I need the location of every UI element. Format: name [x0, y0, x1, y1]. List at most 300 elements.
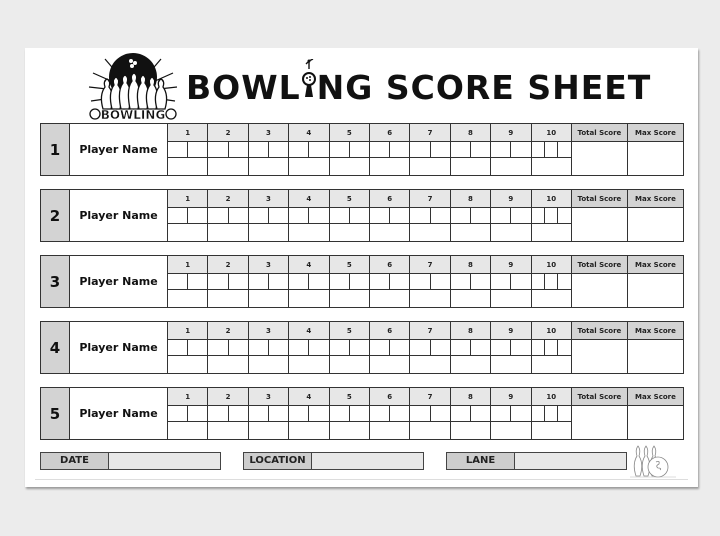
frame-5-balls[interactable] — [329, 142, 369, 158]
ball-1-box[interactable] — [289, 142, 308, 157]
ball-2-box[interactable] — [389, 274, 409, 289]
ball-2-box[interactable] — [308, 208, 328, 223]
frame-header-4: 4 — [289, 256, 329, 274]
frame-7-score[interactable] — [410, 224, 450, 242]
frame-4-balls[interactable] — [289, 274, 329, 290]
frame-8-balls[interactable] — [450, 142, 490, 158]
frame-2-balls[interactable] — [208, 274, 248, 290]
ball-2-box[interactable] — [470, 208, 490, 223]
frame-9-balls[interactable] — [491, 208, 531, 224]
ball-3-box[interactable] — [557, 274, 570, 289]
total-score-cell[interactable] — [571, 340, 627, 374]
frame-header-3: 3 — [248, 256, 288, 274]
ball-1-box[interactable] — [330, 406, 349, 421]
ball-2-box[interactable] — [308, 406, 328, 421]
ball-2-box[interactable] — [187, 142, 207, 157]
ball-1-box[interactable] — [168, 406, 187, 421]
ball-1-box[interactable] — [249, 208, 268, 223]
frame-8-score[interactable] — [450, 224, 490, 242]
frame-header-1: 1 — [168, 322, 208, 340]
frame-2-balls[interactable] — [208, 406, 248, 422]
pins-and-ball-icon — [630, 440, 678, 478]
frame-4-score[interactable] — [289, 422, 329, 440]
frame-7-score[interactable] — [410, 290, 450, 308]
player-number: 1 — [41, 124, 70, 176]
frame-1-balls[interactable] — [168, 406, 208, 422]
frame-header-6: 6 — [369, 388, 409, 406]
frame-5-balls[interactable] — [329, 340, 369, 356]
frame-header-8: 8 — [450, 190, 490, 208]
frame-10-balls[interactable] — [531, 208, 571, 224]
frame-8-balls[interactable] — [450, 274, 490, 290]
frame-header-10: 10 — [531, 124, 571, 142]
location-field[interactable] — [243, 452, 424, 470]
max-score-header: Max Score — [627, 256, 683, 274]
max-score-cell[interactable] — [627, 406, 683, 440]
frame-header-10: 10 — [531, 256, 571, 274]
frame-1-score[interactable] — [168, 224, 208, 242]
max-score-header: Max Score — [627, 124, 683, 142]
player-name-field[interactable]: Player Name — [70, 322, 168, 374]
frame-1-score[interactable] — [168, 422, 208, 440]
ball-1-box[interactable] — [451, 142, 470, 157]
ball-2-box[interactable] — [187, 406, 207, 421]
frame-7-score[interactable] — [410, 422, 450, 440]
ball-2-box[interactable] — [349, 274, 369, 289]
frame-9-score[interactable] — [491, 224, 531, 242]
frame-header-8: 8 — [450, 256, 490, 274]
frame-7-balls[interactable] — [410, 340, 450, 356]
frame-4-score[interactable] — [289, 290, 329, 308]
ball-1-box[interactable] — [330, 208, 349, 223]
frame-header-4: 4 — [289, 124, 329, 142]
player-number: 3 — [41, 256, 70, 308]
ball-3-box[interactable] — [557, 142, 570, 157]
frame-6-score[interactable] — [369, 290, 409, 308]
frame-6-balls[interactable] — [369, 208, 409, 224]
frame-header-2: 2 — [208, 388, 248, 406]
ball-2-box[interactable] — [430, 406, 450, 421]
footer-divider — [35, 479, 688, 480]
ball-2-box[interactable] — [389, 208, 409, 223]
frame-4-balls[interactable] — [289, 142, 329, 158]
total-score-cell[interactable] — [571, 142, 627, 176]
frame-header-1: 1 — [168, 124, 208, 142]
frame-header-6: 6 — [369, 124, 409, 142]
frame-header-4: 4 — [289, 388, 329, 406]
ball-1-box[interactable] — [491, 208, 510, 223]
frame-10-balls[interactable] — [531, 274, 571, 290]
frame-8-score[interactable] — [450, 158, 490, 176]
ball-2-box[interactable] — [544, 142, 557, 157]
total-score-cell[interactable] — [571, 274, 627, 308]
total-score-header: Total Score — [571, 388, 627, 406]
frame-header-8: 8 — [450, 322, 490, 340]
ball-1-box[interactable] — [249, 274, 268, 289]
frame-4-score[interactable] — [289, 158, 329, 176]
frame-5-score[interactable] — [329, 356, 369, 374]
ball-1-box[interactable] — [249, 406, 268, 421]
ball-1-box[interactable] — [289, 340, 308, 355]
lane-label: LANE — [447, 453, 515, 469]
frame-header-10: 10 — [531, 190, 571, 208]
ball-1-box[interactable] — [168, 274, 187, 289]
frame-1-score[interactable] — [168, 158, 208, 176]
ball-2-box[interactable] — [430, 208, 450, 223]
ball-2-box[interactable] — [510, 340, 530, 355]
max-score-cell[interactable] — [627, 340, 683, 374]
frame-9-balls[interactable] — [491, 340, 531, 356]
ball-1-box[interactable] — [491, 142, 510, 157]
frame-1-score[interactable] — [168, 356, 208, 374]
total-score-cell[interactable] — [571, 208, 627, 242]
ball-1-box[interactable] — [330, 274, 349, 289]
frame-1-balls[interactable] — [168, 274, 208, 290]
ball-1-box[interactable] — [330, 142, 349, 157]
ball-1-box[interactable] — [289, 208, 308, 223]
frame-header-5: 5 — [329, 322, 369, 340]
frame-2-balls[interactable] — [208, 142, 248, 158]
bowling-logo-icon — [85, 51, 181, 121]
frame-header-8: 8 — [450, 124, 490, 142]
frame-1-balls[interactable] — [168, 142, 208, 158]
total-score-header: Total Score — [571, 124, 627, 142]
frame-8-score[interactable] — [450, 422, 490, 440]
ball-2-box[interactable] — [430, 274, 450, 289]
ball-1-box[interactable] — [289, 406, 308, 421]
frame-4-balls[interactable] — [289, 406, 329, 422]
frame-header-2: 2 — [208, 256, 248, 274]
frame-3-balls[interactable] — [248, 274, 288, 290]
frame-8-balls[interactable] — [450, 208, 490, 224]
max-score-cell[interactable] — [627, 142, 683, 176]
frame-7-balls[interactable] — [410, 142, 450, 158]
ball-1-box[interactable] — [410, 142, 429, 157]
player-block-2 — [40, 189, 684, 242]
ball-1-box[interactable] — [249, 142, 268, 157]
ball-2-box[interactable] — [268, 208, 288, 223]
frame-2-score[interactable] — [208, 290, 248, 308]
ball-1-box[interactable] — [370, 142, 389, 157]
total-score-header: Total Score — [571, 322, 627, 340]
frame-9-score[interactable] — [491, 422, 531, 440]
ball-2-box[interactable] — [268, 406, 288, 421]
ball-1-box[interactable] — [208, 208, 227, 223]
frame-2-score[interactable] — [208, 224, 248, 242]
ball-2-box[interactable] — [349, 340, 369, 355]
frame-2-score[interactable] — [208, 422, 248, 440]
frame-1-balls[interactable] — [168, 340, 208, 356]
ball-2-box[interactable] — [470, 142, 490, 157]
frame-7-balls[interactable] — [410, 274, 450, 290]
ball-2-box[interactable] — [510, 208, 530, 223]
max-score-header: Max Score — [627, 388, 683, 406]
frame-2-balls[interactable] — [208, 208, 248, 224]
frame-2-balls[interactable] — [208, 340, 248, 356]
ball-2-box[interactable] — [228, 274, 248, 289]
bowler-pin-icon — [301, 69, 317, 103]
ball-2-box[interactable] — [308, 142, 328, 157]
frame-5-score[interactable] — [329, 158, 369, 176]
frame-5-score[interactable] — [329, 290, 369, 308]
frame-3-score[interactable] — [248, 290, 288, 308]
ball-2-box[interactable] — [389, 142, 409, 157]
frame-6-balls[interactable] — [369, 406, 409, 422]
frame-8-score[interactable] — [450, 356, 490, 374]
frame-1-score[interactable] — [168, 290, 208, 308]
frame-header-7: 7 — [410, 256, 450, 274]
frame-5-balls[interactable] — [329, 274, 369, 290]
ball-1-box[interactable] — [370, 274, 389, 289]
ball-2-box[interactable] — [187, 340, 207, 355]
frame-9-score[interactable] — [491, 158, 531, 176]
date-label: DATE — [41, 453, 109, 469]
ball-3-box[interactable] — [557, 208, 570, 223]
ball-1-box[interactable] — [208, 406, 227, 421]
frame-6-score[interactable] — [369, 158, 409, 176]
ball-1-box[interactable] — [532, 406, 544, 421]
ball-1-box[interactable] — [410, 406, 429, 421]
frame-3-balls[interactable] — [248, 142, 288, 158]
ball-2-box[interactable] — [349, 208, 369, 223]
frame-header-4: 4 — [289, 322, 329, 340]
ball-2-box[interactable] — [187, 208, 207, 223]
ball-2-box[interactable] — [268, 142, 288, 157]
ball-1-box[interactable] — [491, 340, 510, 355]
frame-3-score[interactable] — [248, 356, 288, 374]
ball-1-box[interactable] — [208, 340, 227, 355]
lane-field[interactable] — [446, 452, 627, 470]
total-score-header: Total Score — [571, 256, 627, 274]
ball-1-box[interactable] — [370, 208, 389, 223]
frame-header-1: 1 — [168, 256, 208, 274]
ball-1-box[interactable] — [410, 340, 429, 355]
frame-4-balls[interactable] — [289, 208, 329, 224]
ball-1-box[interactable] — [168, 208, 187, 223]
ball-2-box[interactable] — [470, 274, 490, 289]
frame-header-6: 6 — [369, 322, 409, 340]
player-name-field[interactable]: Player Name — [70, 124, 168, 176]
ball-2-box[interactable] — [544, 406, 557, 421]
frame-header-5: 5 — [329, 256, 369, 274]
frame-10-score[interactable] — [531, 290, 571, 308]
frame-header-7: 7 — [410, 124, 450, 142]
ball-2-box[interactable] — [510, 274, 530, 289]
ball-2-box[interactable] — [430, 340, 450, 355]
ball-2-box[interactable] — [544, 208, 557, 223]
ball-1-box[interactable] — [208, 142, 227, 157]
ball-2-box[interactable] — [430, 142, 450, 157]
frame-header-9: 9 — [491, 388, 531, 406]
frame-8-balls[interactable] — [450, 340, 490, 356]
frame-4-score[interactable] — [289, 224, 329, 242]
ball-3-box[interactable] — [557, 406, 570, 421]
player-name-field[interactable]: Player Name — [70, 388, 168, 440]
ball-1-box[interactable] — [532, 208, 544, 223]
ball-2-box[interactable] — [228, 406, 248, 421]
ball-2-box[interactable] — [470, 340, 490, 355]
frame-8-balls[interactable] — [450, 406, 490, 422]
ball-1-box[interactable] — [330, 340, 349, 355]
lane-input[interactable] — [515, 453, 626, 469]
frame-10-balls[interactable] — [531, 142, 571, 158]
ball-2-box[interactable] — [228, 142, 248, 157]
frame-header-5: 5 — [329, 388, 369, 406]
frame-9-score[interactable] — [491, 356, 531, 374]
svg-text:BOWLING: BOWLING — [100, 108, 166, 121]
ball-2-box[interactable] — [544, 274, 557, 289]
frame-9-score[interactable] — [491, 290, 531, 308]
frame-header-2: 2 — [208, 322, 248, 340]
player-name-field[interactable]: Player Name — [70, 256, 168, 308]
ball-1-box[interactable] — [491, 274, 510, 289]
max-score-cell[interactable] — [627, 208, 683, 242]
frame-header-3: 3 — [248, 388, 288, 406]
ball-2-box[interactable] — [228, 340, 248, 355]
ball-3-box[interactable] — [557, 340, 570, 355]
frame-header-9: 9 — [491, 322, 531, 340]
frame-header-5: 5 — [329, 124, 369, 142]
frame-6-score[interactable] — [369, 356, 409, 374]
player-number: 4 — [41, 322, 70, 374]
frame-header-6: 6 — [369, 190, 409, 208]
frame-7-balls[interactable] — [410, 406, 450, 422]
player-block-1 — [40, 123, 684, 176]
frame-header-4: 4 — [289, 190, 329, 208]
ball-2-box[interactable] — [349, 142, 369, 157]
ball-1-box[interactable] — [410, 274, 429, 289]
frame-10-score[interactable] — [531, 422, 571, 440]
frame-header-2: 2 — [208, 124, 248, 142]
frame-header-3: 3 — [248, 124, 288, 142]
ball-1-box[interactable] — [451, 406, 470, 421]
ball-2-box[interactable] — [510, 406, 530, 421]
frame-5-score[interactable] — [329, 224, 369, 242]
frame-header-1: 1 — [168, 388, 208, 406]
location-input[interactable] — [312, 453, 423, 469]
frame-1-balls[interactable] — [168, 208, 208, 224]
frame-header-10: 10 — [531, 322, 571, 340]
frame-5-balls[interactable] — [329, 406, 369, 422]
frame-10-balls[interactable] — [531, 406, 571, 422]
ball-1-box[interactable] — [249, 340, 268, 355]
player-number: 2 — [41, 190, 70, 242]
max-score-cell[interactable] — [627, 274, 683, 308]
ball-2-box[interactable] — [510, 142, 530, 157]
frame-header-9: 9 — [491, 190, 531, 208]
ball-2-box[interactable] — [544, 340, 557, 355]
frame-10-balls[interactable] — [531, 340, 571, 356]
ball-1-box[interactable] — [168, 142, 187, 157]
frame-3-score[interactable] — [248, 224, 288, 242]
frame-header-8: 8 — [450, 388, 490, 406]
frame-2-score[interactable] — [208, 356, 248, 374]
frame-header-9: 9 — [491, 256, 531, 274]
ball-2-box[interactable] — [349, 406, 369, 421]
frame-header-1: 1 — [168, 190, 208, 208]
player-block-5 — [40, 387, 684, 440]
ball-2-box[interactable] — [308, 340, 328, 355]
frame-6-score[interactable] — [369, 422, 409, 440]
ball-1-box[interactable] — [532, 142, 544, 157]
player-name-field[interactable]: Player Name — [70, 190, 168, 242]
score-sheet-paper — [25, 48, 698, 487]
frame-8-score[interactable] — [450, 290, 490, 308]
ball-1-box[interactable] — [370, 406, 389, 421]
max-score-header: Max Score — [627, 322, 683, 340]
frame-3-balls[interactable] — [248, 340, 288, 356]
ball-2-box[interactable] — [187, 274, 207, 289]
player-block-3 — [40, 255, 684, 308]
frame-7-score[interactable] — [410, 356, 450, 374]
ball-1-box[interactable] — [168, 340, 187, 355]
ball-1-box[interactable] — [410, 208, 429, 223]
frame-9-balls[interactable] — [491, 142, 531, 158]
frame-header-7: 7 — [410, 190, 450, 208]
frame-6-score[interactable] — [369, 224, 409, 242]
player-number: 5 — [41, 388, 70, 440]
player-block-4 — [40, 321, 684, 374]
frame-header-7: 7 — [410, 322, 450, 340]
frame-header-9: 9 — [491, 124, 531, 142]
frame-3-balls[interactable] — [248, 406, 288, 422]
frame-6-balls[interactable] — [369, 340, 409, 356]
ball-1-box[interactable] — [451, 340, 470, 355]
frame-7-score[interactable] — [410, 158, 450, 176]
ball-1-box[interactable] — [451, 208, 470, 223]
frame-6-balls[interactable] — [369, 142, 409, 158]
ball-1-box[interactable] — [491, 406, 510, 421]
max-score-header: Max Score — [627, 190, 683, 208]
ball-2-box[interactable] — [268, 274, 288, 289]
frame-4-balls[interactable] — [289, 340, 329, 356]
frame-header-3: 3 — [248, 322, 288, 340]
ball-2-box[interactable] — [268, 340, 288, 355]
frame-5-balls[interactable] — [329, 208, 369, 224]
ball-1-box[interactable] — [532, 274, 544, 289]
ball-2-box[interactable] — [228, 208, 248, 223]
frame-10-score[interactable] — [531, 158, 571, 176]
page-title: BOWL NG SCORE SHEET — [186, 68, 631, 108]
frame-10-score[interactable] — [531, 356, 571, 374]
frame-10-score[interactable] — [531, 224, 571, 242]
ball-1-box[interactable] — [370, 340, 389, 355]
frame-3-score[interactable] — [248, 422, 288, 440]
frame-3-score[interactable] — [248, 158, 288, 176]
ball-2-box[interactable] — [470, 406, 490, 421]
frame-9-balls[interactable] — [491, 274, 531, 290]
ball-1-box[interactable] — [208, 274, 227, 289]
ball-1-box[interactable] — [451, 274, 470, 289]
frame-7-balls[interactable] — [410, 208, 450, 224]
frame-9-balls[interactable] — [491, 406, 531, 422]
ball-2-box[interactable] — [389, 340, 409, 355]
frame-5-score[interactable] — [329, 422, 369, 440]
frame-header-7: 7 — [410, 388, 450, 406]
ball-2-box[interactable] — [389, 406, 409, 421]
total-score-cell[interactable] — [571, 406, 627, 440]
frame-4-score[interactable] — [289, 356, 329, 374]
frame-2-score[interactable] — [208, 158, 248, 176]
date-field[interactable] — [40, 452, 221, 470]
date-input[interactable] — [109, 453, 220, 469]
location-label: LOCATION — [244, 453, 312, 469]
frame-3-balls[interactable] — [248, 208, 288, 224]
ball-2-box[interactable] — [308, 274, 328, 289]
ball-1-box[interactable] — [289, 274, 308, 289]
frame-6-balls[interactable] — [369, 274, 409, 290]
ball-1-box[interactable] — [532, 340, 544, 355]
